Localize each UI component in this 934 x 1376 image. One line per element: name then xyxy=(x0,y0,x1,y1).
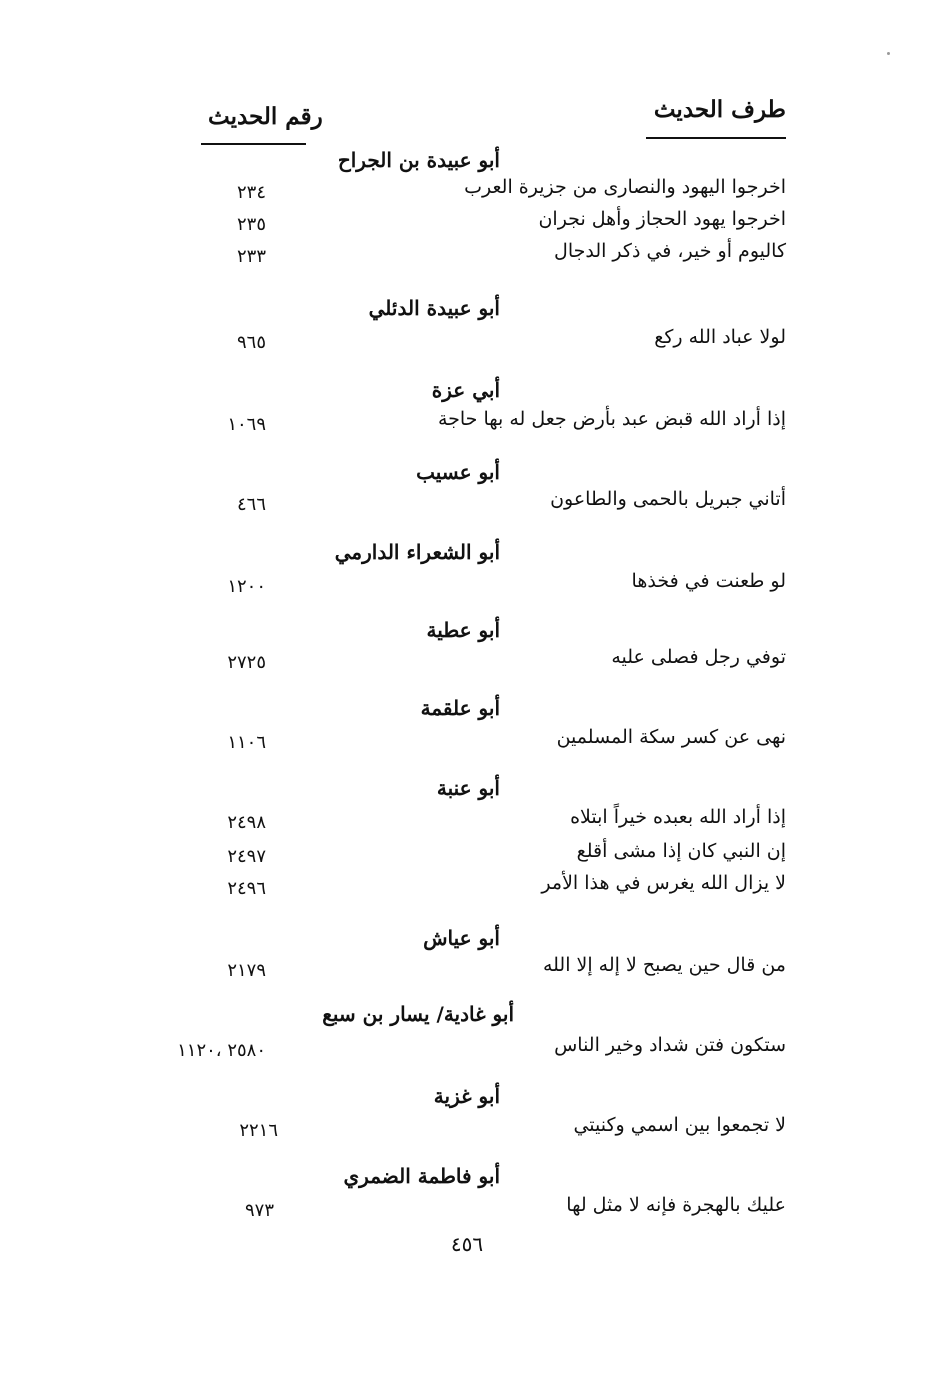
index-entry xyxy=(0,806,934,836)
hadith-number: ١١٠٦ xyxy=(227,732,266,753)
hadith-text: من قال حين يصبح لا إله إلا الله xyxy=(542,954,786,976)
index-entry xyxy=(0,1114,934,1144)
narrator-heading: أبو عبيدة بن الجراح xyxy=(337,148,500,172)
hadith-text: توفي رجل فصلى عليه xyxy=(611,646,786,668)
hadith-text: إن النبي كان إذا مشى أقلع xyxy=(576,840,786,862)
page-number: ٤٥٦ xyxy=(450,1232,484,1256)
narrator-heading: أبي عزة xyxy=(431,378,500,402)
narrator-heading: أبو علقمة xyxy=(420,696,500,720)
hadith-number: ٢٧٢٥ xyxy=(227,652,266,673)
index-entry xyxy=(0,646,934,676)
hadith-number: ٩٦٥ xyxy=(236,332,266,353)
scan-speck xyxy=(887,52,890,55)
hadith-text: لا تجمعوا بين اسمي وكنيتي xyxy=(573,1114,786,1136)
hadith-text: إذا أراد الله بعبده خيراً ابتلاه xyxy=(570,806,786,828)
hadith-number: ٢١٧٩ xyxy=(227,960,266,981)
narrator-heading: أبو عياش xyxy=(423,926,500,950)
index-entry xyxy=(0,570,934,600)
index-entry xyxy=(0,840,934,870)
hadith-text: لا يزال الله يغرس في هذا الأمر xyxy=(541,872,786,894)
hadith-number: ٢٢١٦ xyxy=(239,1120,278,1141)
hadith-text: عليك بالهجرة فإنه لا مثل لها xyxy=(566,1194,786,1216)
hadith-text: لولا عباد الله ركع xyxy=(654,326,786,348)
narrator-heading: أبو غادية/ يسار بن سبع xyxy=(322,1002,514,1026)
header-underline-right xyxy=(646,137,786,139)
hadith-text: اخرجوا يهود الحجاز وأهل نجران xyxy=(538,208,786,230)
narrator-heading: أبو فاطمة الضمري xyxy=(343,1164,500,1188)
index-entry xyxy=(0,488,934,518)
narrator-heading: أبو عسيب xyxy=(416,460,500,484)
narrator-heading: أبو عنبة xyxy=(436,776,500,800)
hadith-number: ١٠٦٩ xyxy=(227,414,266,435)
hadith-text: نهى عن كسر سكة المسلمين xyxy=(556,726,786,748)
index-entry xyxy=(0,1034,934,1064)
narrator-heading: أبو الشعراء الدارمي xyxy=(334,540,500,564)
index-entry xyxy=(0,872,934,902)
header-underline-left xyxy=(201,143,306,145)
index-entry xyxy=(0,240,934,270)
hadith-text: لو طعنت في فخذها xyxy=(631,570,786,592)
hadith-number: ١٢٠٠ xyxy=(227,576,266,597)
hadith-text: ستكون فتن شداد وخير الناس xyxy=(554,1034,786,1056)
index-entry xyxy=(0,408,934,438)
hadith-number: ٢٣٤ xyxy=(236,182,266,203)
hadith-number: ٢٤٩٦ xyxy=(227,878,266,899)
index-entry xyxy=(0,1194,934,1224)
hadith-text: أتاني جبريل بالحمى والطاعون xyxy=(550,488,786,510)
hadith-number: ٢٥٨٠ ،١١٢٠ xyxy=(177,1040,266,1061)
column-header-hadith-number: رقم الحديث xyxy=(208,103,323,130)
hadith-text: إذا أراد الله قبض عبد بأرض جعل له بها حاجة xyxy=(437,408,786,430)
index-entry xyxy=(0,176,934,206)
hadith-number: ٢٣٣ xyxy=(236,246,266,267)
hadith-number: ٢٤٩٧ xyxy=(227,846,266,867)
index-entry xyxy=(0,726,934,756)
hadith-number: ٤٦٦ xyxy=(236,494,266,515)
column-header-hadith-start: طرف الحديث xyxy=(653,96,786,123)
narrator-heading: أبو غزية xyxy=(433,1084,500,1108)
narrator-heading: أبو عطية xyxy=(426,618,500,642)
hadith-number: ٢٣٥ xyxy=(236,214,266,235)
hadith-number: ٢٤٩٨ xyxy=(227,812,266,833)
hadith-text: اخرجوا اليهود والنصارى من جزيرة العرب xyxy=(464,176,786,198)
index-entry xyxy=(0,954,934,984)
hadith-number: ٩٧٣ xyxy=(244,1200,274,1221)
narrator-heading: أبو عبيدة الدئلي xyxy=(368,296,500,320)
index-entry xyxy=(0,208,934,238)
index-entry xyxy=(0,326,934,356)
hadith-text: كاليوم أو خير، في ذكر الدجال xyxy=(554,240,786,262)
